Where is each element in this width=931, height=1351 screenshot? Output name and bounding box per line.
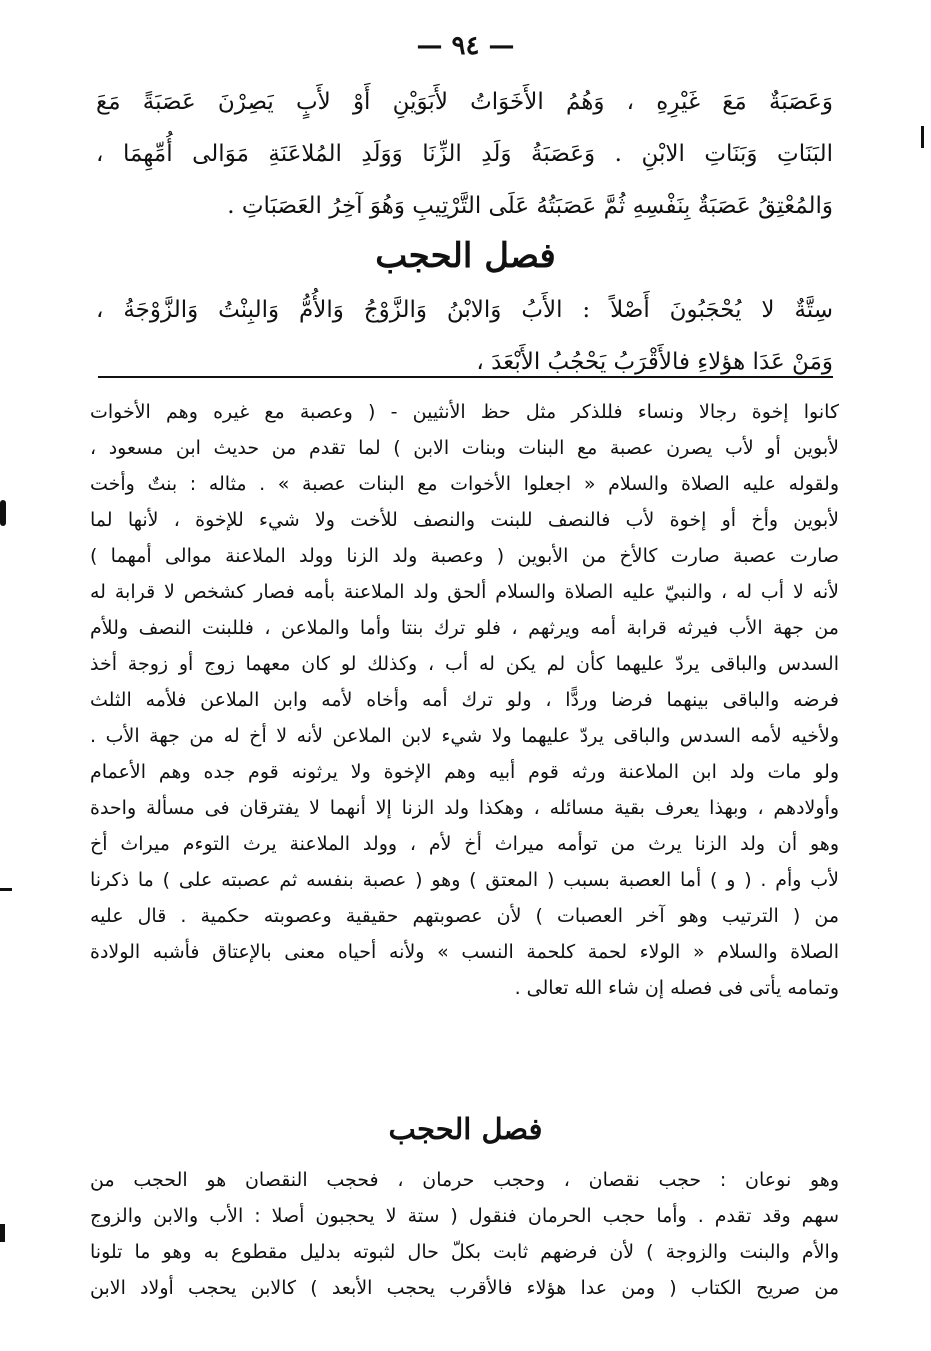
scan-margin-mark (921, 126, 924, 148)
commentary-line: صارت عصبة صارت كالأخ من الأبوين ( وعصبة ولد الزنا وولد الملاعنة موالى أمهما ) (90, 545, 839, 567)
commentary-line: من جهة الأب فيرثه قرابة أمه ويرثهم ، فلو ترك بنتا وأما والملاعن ، فللبنت النصف وللأم (90, 617, 839, 639)
section-title-hajb-commentary: فصل الحجب (388, 1112, 543, 1146)
commentary-line: ولو مات ولد ابن الملاعنة ورثه قوم أبيه وهم الإخوة ولا يرثونه قوم جده وهم الأعمام (90, 761, 839, 783)
matn-line: وَالمُعْتِقُ عَصَبَةٌ بِنَفْسِهِ ثُمَّ عَصَبَتُهُ عَلَى التَّرْتِيبِ وَهُوَ آخِرُ العَصَبَاتِ . (227, 193, 833, 219)
matn-top-block (96, 76, 833, 232)
commentary-line: كانوا إخوة رجالا ونساء فللذكر مثل حظ الأنثيين - ( وعصبة مع غيره وهم الأخوات (90, 401, 839, 423)
commentary-line: وهو نوعان : حجب نقصان ، وحجب حرمان ، فحجب النقصان هو الحجب من (90, 1169, 839, 1191)
scan-margin-mark (0, 888, 12, 891)
commentary-line: وأولادهم ، وبهذا يعرف بقية مسائله ، وهكذا ولد الزنا إلا أنهما لا يفترقان فى مسألة واحدة (90, 797, 839, 819)
commentary-line: والأم والبنت والزوجة ) لأن فرضهم ثابت بكلّ حال لثبوته بدليل مقطوع به وهو ما تلونا (90, 1241, 839, 1263)
section-title-hajb: فصل الحجب (375, 236, 556, 276)
matn-hajb-block (96, 284, 833, 388)
commentary-line: لأبوين وأخ أو إخوة لأب فالنصف للبنت والنصف للأخت ولا شيء للإخوة ، لأنها لما (90, 509, 839, 531)
commentary-line: لأنه لا أب له ، والنبيّ عليه الصلاة والسلام ألحق ولد الملاعنة بأمه فصار كشخص لا قرابة له (90, 581, 839, 603)
commentary-line: من صريح الكتاب ( ومن عدا هؤلاء فالأقرب يحجب الأبعد ) كالابن يحجب أولاد الابن (90, 1277, 839, 1299)
scan-margin-mark (0, 500, 6, 526)
commentary-line: الصلاة والسلام « الولاء لحمة كلحمة النسب » ولأنه أحياه معنى بالإعتاق فأشبه الولادة (90, 941, 839, 963)
scan-margin-mark (0, 1224, 5, 1242)
matn-line: وَمَنْ عَدَا هؤلاءِ فالأَقْرَبُ يَحْجُبُ الأَبْعَدَ ، (476, 349, 833, 375)
page-number: — ٩٤ — (416, 31, 515, 61)
commentary-line: لأب وأم . ( و ) أما العصبة بسبب ( المعتق ) وهو ( عصبة بنفسه ثم عصبته على ) ما ذكرنا (90, 869, 839, 891)
commentary-line: سهم وقد تقدم . وأما حجب الحرمان فنقول ( ستة لا يحجبون أصلا : الأب والابن والزوج (90, 1205, 839, 1227)
commentary-block-2 (90, 1162, 839, 1306)
matn-line: سِتَّةٌ لا يُحْجَبُونَ أَصْلاً : الأَبُ وَالابْنُ وَالزَّوْجُ وَالأُمُّ وَالبِنْتُ وَالزَّوْجَةُ ، (96, 297, 833, 323)
commentary-line: لأبوين أو لأب يصرن عصبة مع البنات وبنات الابن ) لما تقدم من حديث ابن مسعود ، (90, 437, 839, 459)
separator-rule (98, 376, 833, 378)
commentary-line: من ( الترتيب وهو آخر العصبات ) لأن عصوبتهم حقيقية وعصوبته حكمية . قال عليه (90, 905, 839, 927)
commentary-block (90, 394, 839, 1006)
commentary-line: السدس والباقى يردّ عليهما كأن لم يكن له أب ، وكذلك لو كان معهما زوج أو زوجة أخذ (90, 653, 839, 675)
commentary-line: ولقوله عليه الصلاة والسلام « اجعلوا الأخوات مع البنات عصبة » . مثاله : بنتٌ وأخت (90, 473, 839, 495)
matn-line: وَعَصَبَةٌ مَعَ غَيْرِهِ ، وَهُمُ الأَخَوَاتُ لأَبَوَيْنِ أَوْ لأَبٍ يَصِرْنَ عَصَبَةً مَعَ (96, 89, 833, 115)
commentary-line: فرضه والباقى بينهما فرضا وردًّا ، ولو ترك أمه وأخاه لأمه وابن الملاعن فلأمه الثلث (90, 689, 839, 711)
commentary-line: وتمامه يأتى فى فصله إن شاء الله تعالى . (514, 977, 839, 999)
matn-line: البَنَاتِ وَبَنَاتِ الابْنِ . وَعَصَبَةُ وَلَدِ الزِّنَا وَوَلَدِ المُلاعَنَةِ مَوَالى أُمِّهِمَا ، (96, 141, 833, 167)
commentary-line: ولأخيه لأمه السدس والباقى يردّ عليهما ولا شيء لابن الملاعن لأنه لا أخ له من جهة الأب . (90, 725, 839, 747)
commentary-line: وهو أن ولد الزنا يرث من توأمه ميراث أخ لأم ، وولد الملاعنة يرث التوءم ميراث أخ (90, 833, 839, 855)
